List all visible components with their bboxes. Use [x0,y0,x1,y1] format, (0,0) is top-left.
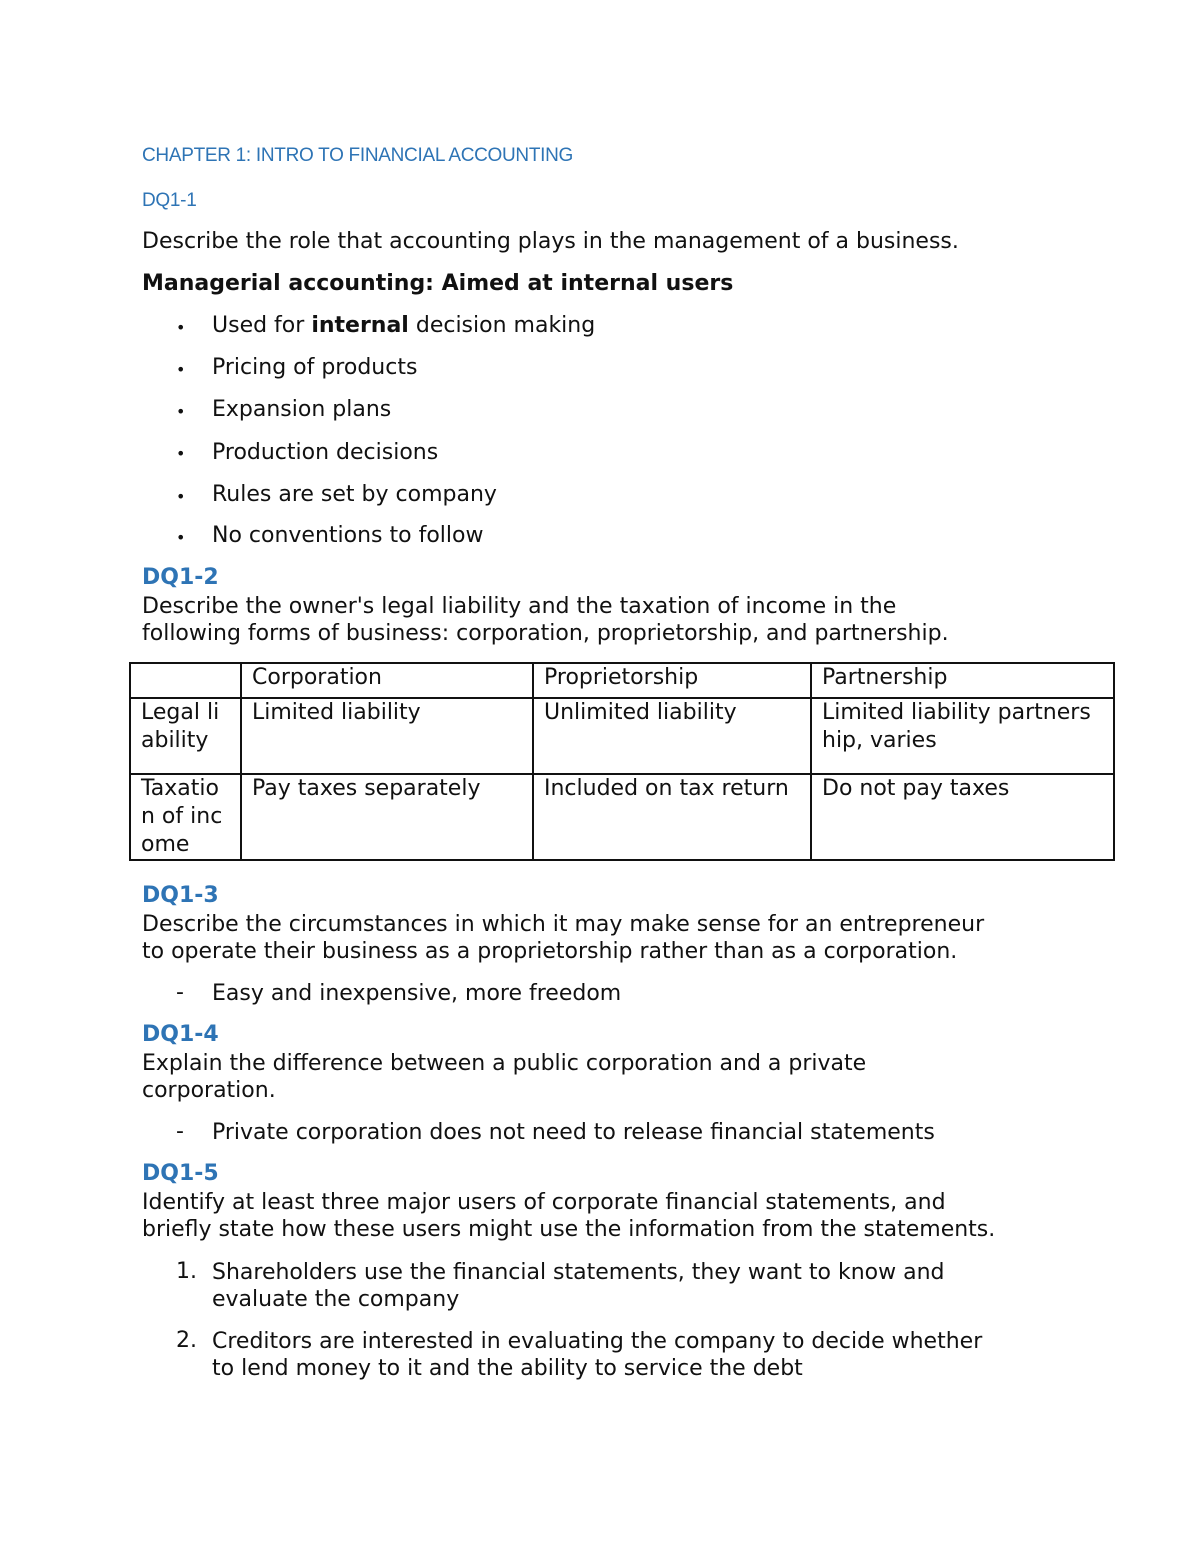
bullet-item: Rules are set by company [212,482,497,507]
dq1-3-answer: Easy and inexpensive, more freedom [212,981,622,1006]
list-item-line: to lend money to it and the ability to service the debt [212,1356,803,1381]
table-header-cell: Partnership [811,663,1114,698]
dq1-5-question-line-2: briefly state how these users might use the information from the statements. [142,1217,996,1242]
dq1-4-heading: DQ1-4 [142,1022,219,1047]
bullet-mark: • [176,402,186,421]
list-number: 2. [176,1328,197,1353]
dq1-4-answer: Private corporation does not need to release financial statements [212,1120,935,1145]
table-cell: Included on tax return [533,774,811,860]
business-forms-table [129,662,1115,861]
dq1-4-question-line-2: corporation. [142,1078,276,1103]
table-row [130,698,1114,774]
list-item-line: evaluate the company [212,1287,460,1312]
dq1-5-question-line-1: Identify at least three major users of corporate financial statements, and [142,1190,946,1215]
table-header-cell [130,663,241,698]
table-cell: Do not pay taxes [811,774,1114,860]
table-header-cell: Corporation [241,663,533,698]
dq1-1-question: Describe the role that accounting plays in the management of a business. [142,229,959,254]
dq1-5-heading: DQ1-5 [142,1161,219,1186]
bullet-item: Pricing of products [212,355,418,380]
table-header-row [130,663,1114,698]
list-number: 1. [176,1259,197,1284]
bullet-item: Expansion plans [212,397,392,422]
dq1-4-question-line-1: Explain the difference between a public corporation and a private [142,1051,867,1076]
dq1-1-heading: DQ1-1 [142,190,197,211]
table-cell: Limited liability partnership, varies [811,698,1114,774]
dq1-2-question-line-2: following forms of business: corporation, proprietorship, and partnership. [142,621,949,646]
bullet-mark: • [176,444,186,463]
bullet-item: No conventions to follow [212,523,484,548]
table-cell: Pay taxes separately [241,774,533,860]
bullet-text-bold: internal [311,313,409,338]
dash-mark: - [176,980,184,1005]
dq1-3-question-line-1: Describe the circumstances in which it may make sense for an entrepreneur [142,912,985,937]
list-item-line: Shareholders use the financial statements, they want to know and [212,1260,945,1285]
table-row [130,774,1114,860]
bullet-mark: • [176,487,186,506]
table-row-label: Legal liability [130,698,241,774]
table-cell: Limited liability [241,698,533,774]
dq1-3-question-line-2: to operate their business as a proprietorship rather than as a corporation. [142,939,958,964]
bullet-mark: • [176,528,186,547]
table-header-cell: Proprietorship [533,663,811,698]
bullet-item [212,312,595,339]
table-cell: Unlimited liability [533,698,811,774]
dq1-3-heading: DQ1-3 [142,883,219,908]
dq1-2-question-line-1: Describe the owner's legal liability and the taxation of income in the [142,594,897,619]
bullet-mark: • [176,318,186,337]
dq1-2-heading: DQ1-2 [142,565,219,590]
bullet-mark: • [176,360,186,379]
bullet-text-post: decision making [408,313,596,338]
bullet-item: Production decisions [212,440,439,465]
list-item-line: Creditors are interested in evaluating the company to decide whether [212,1329,983,1354]
dq1-1-subheading: Managerial accounting: Aimed at internal users [142,271,734,296]
bullet-text-pre: Used for [212,313,312,338]
table-row-label: Taxation of income [130,774,241,860]
chapter-title: CHAPTER 1: INTRO TO FINANCIAL ACCOUNTING [142,145,574,166]
dash-mark: - [176,1119,184,1144]
